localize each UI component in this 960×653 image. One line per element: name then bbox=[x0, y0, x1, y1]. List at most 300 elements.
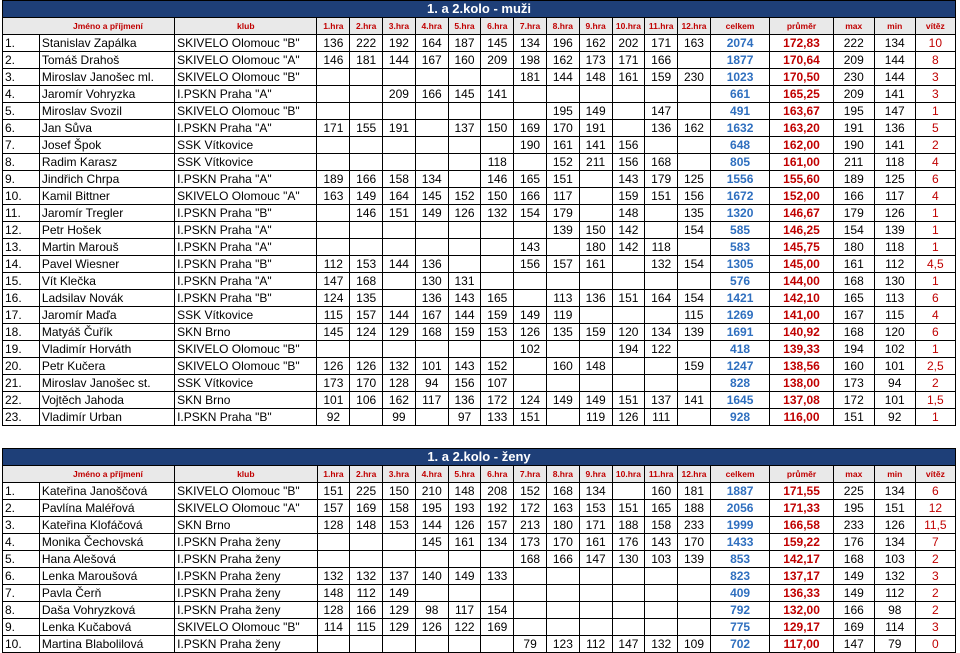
game-score-cell: 150 bbox=[481, 188, 514, 205]
column-header: min bbox=[874, 18, 915, 35]
game-score-cell: 225 bbox=[350, 483, 383, 500]
game-score-cell: 160 bbox=[645, 483, 678, 500]
game-score-cell: 164 bbox=[383, 188, 416, 205]
club-cell: SKIVELO Olomouc "A" bbox=[175, 500, 317, 517]
game-score-cell: 213 bbox=[514, 517, 547, 534]
game-score-cell: 148 bbox=[350, 517, 383, 534]
min-cell: 113 bbox=[874, 290, 915, 307]
rank-cell: 4. bbox=[3, 534, 40, 551]
game-score-cell: 164 bbox=[415, 35, 448, 52]
game-score-cell: 159 bbox=[579, 324, 612, 341]
game-score-cell bbox=[546, 341, 579, 358]
wins-cell: 1,5 bbox=[915, 392, 955, 409]
game-score-cell: 159 bbox=[678, 358, 711, 375]
game-score-cell: 167 bbox=[415, 52, 448, 69]
player-name-cell: Martina Blabolilová bbox=[39, 636, 174, 653]
game-score-cell bbox=[350, 636, 383, 653]
min-cell: 134 bbox=[874, 483, 915, 500]
column-header: 12.hra bbox=[678, 18, 711, 35]
game-score-cell: 113 bbox=[546, 290, 579, 307]
game-score-cell bbox=[350, 137, 383, 154]
game-score-cell: 172 bbox=[514, 500, 547, 517]
game-score-cell: 151 bbox=[514, 409, 547, 426]
game-score-cell: 139 bbox=[678, 551, 711, 568]
club-cell: SKN Brno bbox=[175, 324, 317, 341]
total-cell: 1320 bbox=[710, 205, 769, 222]
game-score-cell: 128 bbox=[383, 375, 416, 392]
table-row bbox=[3, 188, 956, 205]
game-score-cell: 171 bbox=[645, 35, 678, 52]
table-row bbox=[3, 137, 956, 154]
player-name-cell: Kateřina Klofáčová bbox=[39, 517, 174, 534]
game-score-cell: 162 bbox=[678, 120, 711, 137]
table-row bbox=[3, 256, 956, 273]
game-score-cell: 132 bbox=[383, 358, 416, 375]
column-header: celkem bbox=[710, 466, 769, 483]
wins-cell: 1 bbox=[915, 409, 955, 426]
men-results-table bbox=[2, 0, 956, 426]
game-score-cell bbox=[612, 619, 645, 636]
game-score-cell bbox=[383, 239, 416, 256]
game-score-cell bbox=[678, 585, 711, 602]
game-score-cell bbox=[448, 222, 481, 239]
game-score-cell bbox=[645, 205, 678, 222]
rank-cell: 19. bbox=[3, 341, 40, 358]
wins-cell: 1 bbox=[915, 273, 955, 290]
game-score-cell: 146 bbox=[481, 171, 514, 188]
rank-cell: 20. bbox=[3, 358, 40, 375]
game-score-cell bbox=[645, 273, 678, 290]
game-score-cell: 119 bbox=[546, 307, 579, 324]
wins-cell: 2 bbox=[915, 375, 955, 392]
game-score-cell bbox=[678, 137, 711, 154]
column-header: 1.hra bbox=[317, 18, 350, 35]
game-score-cell bbox=[350, 222, 383, 239]
total-cell: 1645 bbox=[710, 392, 769, 409]
max-cell: 195 bbox=[833, 103, 874, 120]
game-score-cell bbox=[678, 52, 711, 69]
min-cell: 147 bbox=[874, 103, 915, 120]
column-header: 6.hra bbox=[481, 466, 514, 483]
game-score-cell: 158 bbox=[383, 171, 416, 188]
game-score-cell bbox=[383, 273, 416, 290]
table-row bbox=[3, 636, 956, 653]
total-cell: 585 bbox=[710, 222, 769, 239]
game-score-cell: 135 bbox=[678, 205, 711, 222]
game-score-cell: 169 bbox=[481, 619, 514, 636]
wins-cell: 1 bbox=[915, 205, 955, 222]
game-score-cell: 117 bbox=[415, 392, 448, 409]
rank-cell: 3. bbox=[3, 69, 40, 86]
game-score-cell bbox=[546, 585, 579, 602]
max-cell: 167 bbox=[833, 307, 874, 324]
game-score-cell: 136 bbox=[579, 290, 612, 307]
min-cell: 102 bbox=[874, 341, 915, 358]
game-score-cell: 170 bbox=[546, 120, 579, 137]
column-header: max bbox=[833, 466, 874, 483]
game-score-cell: 139 bbox=[546, 222, 579, 239]
table-row bbox=[3, 392, 956, 409]
game-score-cell: 162 bbox=[383, 392, 416, 409]
game-score-cell: 149 bbox=[448, 568, 481, 585]
game-score-cell: 124 bbox=[350, 324, 383, 341]
game-score-cell bbox=[481, 585, 514, 602]
rank-cell: 17. bbox=[3, 307, 40, 324]
wins-cell: 6 bbox=[915, 324, 955, 341]
header-row bbox=[3, 466, 956, 483]
game-score-cell bbox=[317, 154, 350, 171]
game-score-cell: 146 bbox=[350, 205, 383, 222]
rank-cell: 23. bbox=[3, 409, 40, 426]
game-score-cell bbox=[448, 341, 481, 358]
game-score-cell: 139 bbox=[678, 324, 711, 341]
max-cell: 161 bbox=[833, 256, 874, 273]
min-cell: 134 bbox=[874, 35, 915, 52]
max-cell: 189 bbox=[833, 171, 874, 188]
game-score-cell bbox=[415, 103, 448, 120]
game-score-cell: 140 bbox=[415, 568, 448, 585]
game-score-cell: 173 bbox=[317, 375, 350, 392]
rank-cell: 11. bbox=[3, 205, 40, 222]
game-score-cell: 137 bbox=[645, 392, 678, 409]
game-score-cell: 143 bbox=[514, 239, 547, 256]
game-score-cell bbox=[514, 358, 547, 375]
average-cell: 137,17 bbox=[770, 568, 834, 585]
game-score-cell bbox=[645, 375, 678, 392]
game-score-cell: 124 bbox=[514, 392, 547, 409]
game-score-cell: 133 bbox=[481, 568, 514, 585]
game-score-cell: 168 bbox=[350, 273, 383, 290]
rank-cell: 5. bbox=[3, 551, 40, 568]
player-name-cell: Matyáš Čuřík bbox=[39, 324, 174, 341]
table-row bbox=[3, 517, 956, 534]
max-cell: 230 bbox=[833, 69, 874, 86]
game-score-cell: 126 bbox=[317, 358, 350, 375]
game-score-cell: 107 bbox=[481, 375, 514, 392]
game-score-cell: 198 bbox=[514, 52, 547, 69]
table-row bbox=[3, 500, 956, 517]
game-score-cell bbox=[579, 341, 612, 358]
game-score-cell: 154 bbox=[514, 205, 547, 222]
game-score-cell bbox=[383, 341, 416, 358]
game-score-cell bbox=[645, 358, 678, 375]
game-score-cell bbox=[612, 307, 645, 324]
rank-cell: 8. bbox=[3, 602, 40, 619]
section-title-row bbox=[3, 449, 956, 466]
game-score-cell: 172 bbox=[481, 392, 514, 409]
game-score-cell bbox=[514, 568, 547, 585]
game-score-cell bbox=[514, 375, 547, 392]
game-score-cell bbox=[645, 585, 678, 602]
game-score-cell: 118 bbox=[481, 154, 514, 171]
wins-cell: 3 bbox=[915, 568, 955, 585]
game-score-cell: 125 bbox=[678, 171, 711, 188]
game-score-cell bbox=[383, 103, 416, 120]
game-score-cell: 143 bbox=[612, 171, 645, 188]
average-cell: 146,67 bbox=[770, 205, 834, 222]
wins-cell: 2 bbox=[915, 137, 955, 154]
game-score-cell bbox=[678, 273, 711, 290]
game-score-cell bbox=[645, 222, 678, 239]
club-cell: I.PSKN Praha ženy bbox=[175, 568, 317, 585]
min-cell: 115 bbox=[874, 307, 915, 324]
rank-cell: 14. bbox=[3, 256, 40, 273]
player-name-cell: Monika Čechovská bbox=[39, 534, 174, 551]
club-cell: SKIVELO Olomouc "A" bbox=[175, 52, 317, 69]
club-cell: SSK Vítkovice bbox=[175, 375, 317, 392]
rank-cell: 1. bbox=[3, 483, 40, 500]
game-score-cell: 193 bbox=[448, 500, 481, 517]
game-score-cell: 166 bbox=[350, 171, 383, 188]
game-score-cell: 145 bbox=[415, 188, 448, 205]
game-score-cell: 154 bbox=[678, 222, 711, 239]
wins-cell: 1 bbox=[915, 239, 955, 256]
club-cell: SKIVELO Olomouc "B" bbox=[175, 103, 317, 120]
game-score-cell bbox=[514, 290, 547, 307]
game-score-cell: 137 bbox=[383, 568, 416, 585]
game-score-cell: 156 bbox=[514, 256, 547, 273]
game-score-cell: 132 bbox=[645, 256, 678, 273]
table-row bbox=[3, 205, 956, 222]
average-cell: 155,60 bbox=[770, 171, 834, 188]
game-score-cell bbox=[481, 69, 514, 86]
game-score-cell: 117 bbox=[546, 188, 579, 205]
game-score-cell: 129 bbox=[383, 602, 416, 619]
min-cell: 114 bbox=[874, 619, 915, 636]
game-score-cell bbox=[612, 86, 645, 103]
game-score-cell: 153 bbox=[350, 256, 383, 273]
average-cell: 159,22 bbox=[770, 534, 834, 551]
wins-cell: 0 bbox=[915, 636, 955, 653]
wins-cell: 11,5 bbox=[915, 517, 955, 534]
game-score-cell bbox=[514, 273, 547, 290]
game-score-cell: 146 bbox=[317, 52, 350, 69]
game-score-cell: 98 bbox=[415, 602, 448, 619]
rank-cell: 8. bbox=[3, 154, 40, 171]
game-score-cell: 131 bbox=[448, 273, 481, 290]
rank-cell: 4. bbox=[3, 86, 40, 103]
max-cell: 147 bbox=[833, 636, 874, 653]
max-cell: 222 bbox=[833, 35, 874, 52]
column-header: 5.hra bbox=[448, 18, 481, 35]
game-score-cell bbox=[383, 154, 416, 171]
game-score-cell: 195 bbox=[415, 500, 448, 517]
column-header: 11.hra bbox=[645, 466, 678, 483]
average-cell: 146,25 bbox=[770, 222, 834, 239]
wins-cell: 6 bbox=[915, 171, 955, 188]
game-score-cell: 151 bbox=[612, 290, 645, 307]
game-score-cell: 162 bbox=[579, 35, 612, 52]
game-score-cell: 145 bbox=[317, 324, 350, 341]
game-score-cell bbox=[415, 636, 448, 653]
min-cell: 141 bbox=[874, 137, 915, 154]
game-score-cell bbox=[579, 273, 612, 290]
club-cell: I.PSKN Praha "B" bbox=[175, 290, 317, 307]
game-score-cell bbox=[678, 154, 711, 171]
game-score-cell: 129 bbox=[383, 619, 416, 636]
game-score-cell: 157 bbox=[481, 517, 514, 534]
game-score-cell: 149 bbox=[514, 307, 547, 324]
min-cell: 134 bbox=[874, 534, 915, 551]
game-score-cell: 151 bbox=[383, 205, 416, 222]
wins-cell: 7 bbox=[915, 534, 955, 551]
game-score-cell bbox=[448, 171, 481, 188]
game-score-cell: 152 bbox=[448, 188, 481, 205]
game-score-cell bbox=[415, 69, 448, 86]
game-score-cell: 160 bbox=[546, 358, 579, 375]
game-score-cell: 151 bbox=[317, 483, 350, 500]
game-score-cell: 159 bbox=[612, 188, 645, 205]
game-score-cell: 170 bbox=[546, 534, 579, 551]
rank-cell: 21. bbox=[3, 375, 40, 392]
game-score-cell bbox=[448, 585, 481, 602]
game-score-cell bbox=[645, 619, 678, 636]
game-score-cell: 103 bbox=[645, 551, 678, 568]
max-cell: 149 bbox=[833, 585, 874, 602]
game-score-cell: 132 bbox=[350, 568, 383, 585]
game-score-cell bbox=[415, 154, 448, 171]
wins-cell: 1 bbox=[915, 222, 955, 239]
game-score-cell bbox=[481, 103, 514, 120]
min-cell: 144 bbox=[874, 69, 915, 86]
column-header: klub bbox=[175, 466, 317, 483]
game-score-cell: 188 bbox=[612, 517, 645, 534]
player-name-cell: Radim Karasz bbox=[39, 154, 174, 171]
game-score-cell: 134 bbox=[415, 171, 448, 188]
player-name-cell: Lenka Maroušová bbox=[39, 568, 174, 585]
table-row bbox=[3, 239, 956, 256]
game-score-cell bbox=[317, 551, 350, 568]
average-cell: 138,56 bbox=[770, 358, 834, 375]
min-cell: 141 bbox=[874, 86, 915, 103]
game-score-cell: 134 bbox=[579, 483, 612, 500]
table-row bbox=[3, 568, 956, 585]
game-score-cell bbox=[678, 619, 711, 636]
game-score-cell bbox=[481, 551, 514, 568]
table-row bbox=[3, 120, 956, 137]
rank-cell: 18. bbox=[3, 324, 40, 341]
table-row bbox=[3, 602, 956, 619]
game-score-cell: 159 bbox=[448, 324, 481, 341]
min-cell: 98 bbox=[874, 602, 915, 619]
game-score-cell: 147 bbox=[579, 551, 612, 568]
game-score-cell: 154 bbox=[678, 290, 711, 307]
club-cell: SKIVELO Olomouc "B" bbox=[175, 341, 317, 358]
total-cell: 1305 bbox=[710, 256, 769, 273]
game-score-cell bbox=[350, 154, 383, 171]
game-score-cell bbox=[612, 120, 645, 137]
column-header: průměr bbox=[770, 18, 834, 35]
women-results-table bbox=[2, 448, 956, 653]
average-cell: 171,33 bbox=[770, 500, 834, 517]
column-header: min bbox=[874, 466, 915, 483]
max-cell: 166 bbox=[833, 188, 874, 205]
game-score-cell bbox=[612, 602, 645, 619]
game-score-cell: 192 bbox=[481, 500, 514, 517]
game-score-cell: 163 bbox=[678, 35, 711, 52]
player-name-cell: Miroslav Svozil bbox=[39, 103, 174, 120]
rank-cell: 6. bbox=[3, 568, 40, 585]
total-cell: 1691 bbox=[710, 324, 769, 341]
total-cell: 491 bbox=[710, 103, 769, 120]
rank-cell: 2. bbox=[3, 500, 40, 517]
game-score-cell: 166 bbox=[546, 551, 579, 568]
max-cell: 225 bbox=[833, 483, 874, 500]
game-score-cell: 176 bbox=[612, 534, 645, 551]
game-score-cell: 142 bbox=[612, 239, 645, 256]
game-score-cell bbox=[448, 137, 481, 154]
player-name-cell: Petr Hošek bbox=[39, 222, 174, 239]
game-score-cell: 126 bbox=[448, 517, 481, 534]
table-row bbox=[3, 551, 956, 568]
game-score-cell: 101 bbox=[415, 358, 448, 375]
game-score-cell: 158 bbox=[645, 517, 678, 534]
player-name-cell: Martin Marouš bbox=[39, 239, 174, 256]
club-cell: SKIVELO Olomouc "B" bbox=[175, 35, 317, 52]
game-score-cell: 132 bbox=[481, 205, 514, 222]
game-score-cell: 115 bbox=[350, 619, 383, 636]
game-score-cell: 149 bbox=[546, 392, 579, 409]
min-cell: 136 bbox=[874, 120, 915, 137]
game-score-cell: 202 bbox=[612, 35, 645, 52]
game-score-cell bbox=[579, 375, 612, 392]
game-score-cell: 209 bbox=[383, 86, 416, 103]
game-score-cell: 149 bbox=[383, 585, 416, 602]
game-score-cell: 126 bbox=[448, 205, 481, 222]
player-name-cell: Vladimír Urban bbox=[39, 409, 174, 426]
game-score-cell: 92 bbox=[317, 409, 350, 426]
game-score-cell bbox=[383, 551, 416, 568]
wins-cell: 12 bbox=[915, 500, 955, 517]
club-cell: SKIVELO Olomouc "B" bbox=[175, 483, 317, 500]
game-score-cell: 152 bbox=[514, 483, 547, 500]
rank-cell: 7. bbox=[3, 585, 40, 602]
column-header: 8.hra bbox=[546, 18, 579, 35]
player-name-cell: Stanislav Zapálka bbox=[39, 35, 174, 52]
game-score-cell: 153 bbox=[481, 324, 514, 341]
game-score-cell: 160 bbox=[448, 52, 481, 69]
column-header: 5.hra bbox=[448, 466, 481, 483]
game-score-cell: 145 bbox=[415, 534, 448, 551]
total-cell: 928 bbox=[710, 409, 769, 426]
game-score-cell bbox=[317, 137, 350, 154]
column-header: 12.hra bbox=[678, 466, 711, 483]
player-name-cell: Jaromír Maďa bbox=[39, 307, 174, 324]
game-score-cell: 161 bbox=[546, 137, 579, 154]
header-row bbox=[3, 18, 956, 35]
game-score-cell bbox=[448, 103, 481, 120]
game-score-cell: 115 bbox=[317, 307, 350, 324]
club-cell: I.PSKN Praha "A" bbox=[175, 86, 317, 103]
game-score-cell: 155 bbox=[350, 120, 383, 137]
max-cell: 154 bbox=[833, 222, 874, 239]
max-cell: 211 bbox=[833, 154, 874, 171]
column-header: 7.hra bbox=[514, 466, 547, 483]
total-cell: 661 bbox=[710, 86, 769, 103]
game-score-cell: 181 bbox=[514, 69, 547, 86]
table-row bbox=[3, 154, 956, 171]
max-cell: 191 bbox=[833, 120, 874, 137]
club-cell: I.PSKN Praha ženy bbox=[175, 551, 317, 568]
max-cell: 233 bbox=[833, 517, 874, 534]
game-score-cell: 209 bbox=[481, 52, 514, 69]
game-score-cell bbox=[317, 239, 350, 256]
game-score-cell bbox=[415, 341, 448, 358]
wins-cell: 4 bbox=[915, 307, 955, 324]
total-cell: 1632 bbox=[710, 120, 769, 137]
min-cell: 151 bbox=[874, 500, 915, 517]
club-cell: I.PSKN Praha "A" bbox=[175, 239, 317, 256]
